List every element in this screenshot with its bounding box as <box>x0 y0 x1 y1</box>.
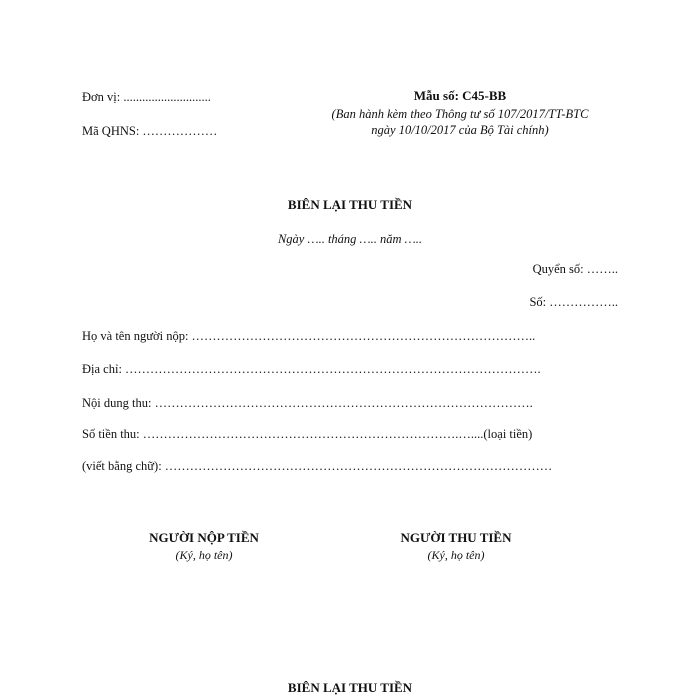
form-code: Mẫu số: C45-BB <box>413 88 507 103</box>
amount-in-words-field: (viết bằng chữ): ………………………………………………………………………………… <box>82 459 553 473</box>
qhns-line: Mã QHNS: ……………… <box>82 124 218 138</box>
unit-line: Đơn vị: ............................ <box>82 90 211 104</box>
date-line: Ngày ….. tháng ….. năm ….. <box>277 232 423 246</box>
form-legal-note: (Ban hành kèm theo Thông tư số 107/2017/TT-BTC ngày 10/10/2017 của Bộ Tài chính) <box>331 107 589 137</box>
collector-signature-block <box>356 530 556 563</box>
payer-signature-title: NGƯỜI NỘP TIỀN <box>149 530 259 545</box>
payer-name-field: Họ và tên người nộp: ……………………………………………………………………….. <box>82 329 536 343</box>
receipt-title: BIÊN LẠI THU TIỀN <box>287 197 413 212</box>
content-field: Nội dung thu: ………………………………………………………………………………. <box>82 396 533 410</box>
address-field: Địa chỉ: ………………………………………………………………………………………. <box>82 362 541 376</box>
payer-signature-hint: (Ký, họ tên) <box>175 548 233 562</box>
serial-number: Số: …………….. <box>529 295 618 309</box>
collector-signature-hint: (Ký, họ tên) <box>427 548 485 562</box>
receipt-title-copy: BIÊN LẠI THU TIỀN <box>287 680 413 695</box>
collector-signature-title: NGƯỜI THU TIỀN <box>400 530 512 545</box>
payer-signature-block <box>104 530 304 563</box>
amount-field: Số tiền thu: ………………………………………………………………….…....(loại tiền) <box>82 427 533 441</box>
book-number: Quyển số: …….. <box>532 262 618 276</box>
